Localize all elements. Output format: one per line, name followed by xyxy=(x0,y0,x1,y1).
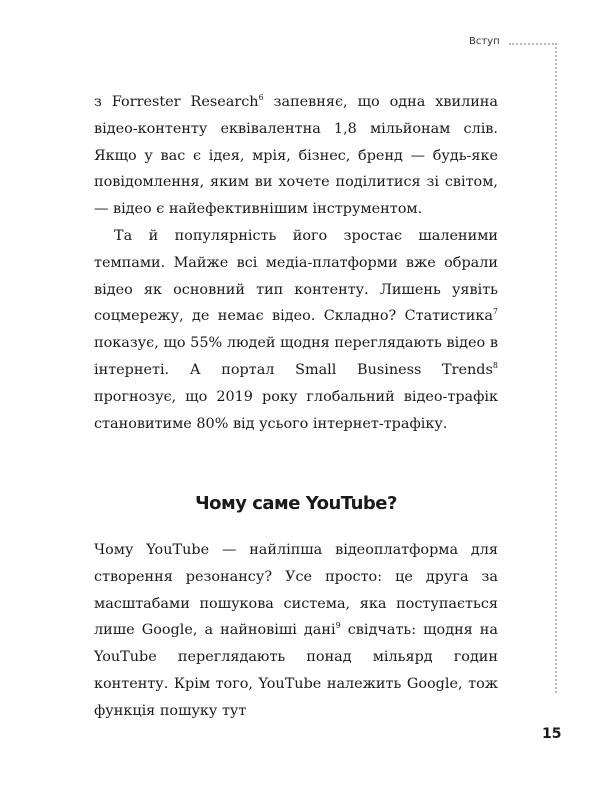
text-run: Та й популярність його зростає шаленими темпами. Майже всі медіа-платформи вже обрали відео як основний тип контенту. Лишень уявіть соцмережу, де немає відео. Складно? Статистика xyxy=(94,227,498,325)
text-run: прогнозує, що 2019 року глобальний відео-трафік становитиме 80% від усього інтернет-трафіку. xyxy=(94,388,498,432)
intro-text xyxy=(94,89,498,437)
paragraph xyxy=(94,537,498,725)
section-text xyxy=(94,537,498,725)
text-run: показує, що 55% людей щодня переглядають відео в інтернеті. А портал Small Business Trends xyxy=(94,335,498,378)
text-run: Чому YouTube — найліпша відеоплатформа для створення резонансу? Усе просто: це друга за масштабами пошукова система, яка поступається лише Google, а найновіші дані xyxy=(94,542,498,639)
footnote-ref: 6 xyxy=(258,93,264,102)
dotted-border-top xyxy=(509,43,557,45)
page-number: 15 xyxy=(542,726,562,742)
dotted-border-right xyxy=(555,43,557,693)
footnote-ref: 9 xyxy=(335,621,341,631)
text-run: з Forrester Research xyxy=(94,94,259,110)
paragraph xyxy=(94,89,498,223)
footnote-ref: 8 xyxy=(492,360,498,370)
footnote-ref: 7 xyxy=(492,307,498,317)
running-head: Вступ xyxy=(469,36,500,47)
text-run: свідчать: щодня на YouTube переглядають понад мільярд годин контенту. Крім того, YouTube належить Google, тож функція пошуку тут xyxy=(94,622,498,719)
paragraph xyxy=(94,223,498,437)
text-run: запевняє, що одна хвилина відео-контенту еквівалентна 1,8 мільйонам слів. Якщо у вас є ідея, мрія, бізнес, бренд — будь-яке повідомлення, яким ви хочете поділитися зі світом, — відео є найефективнішим інструментом. xyxy=(94,94,498,218)
section-heading: Чому саме YouTube? xyxy=(195,493,397,514)
